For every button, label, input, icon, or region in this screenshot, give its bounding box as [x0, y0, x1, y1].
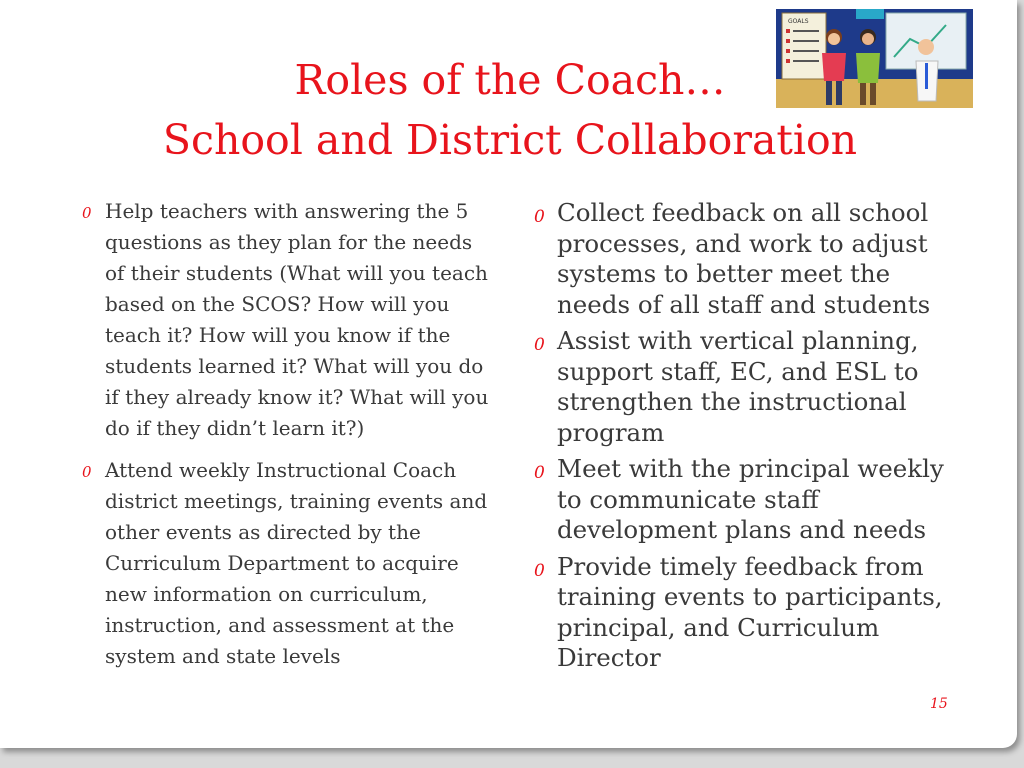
list-item — [82, 196, 497, 444]
list-item — [534, 454, 964, 546]
list-item — [534, 326, 964, 448]
meeting-illustration — [776, 9, 973, 108]
bullet-marker: 0 — [82, 204, 92, 222]
list-item — [82, 455, 497, 672]
slide-number: 15 — [930, 696, 948, 712]
list-item-text: Assist with vertical planning, support staff, EC, and ESL to strengthen the instructional program — [557, 326, 919, 447]
left-bullet-list — [82, 196, 497, 683]
title-line-2: School and District Collaboration — [162, 116, 858, 164]
bullet-marker: 0 — [534, 560, 545, 581]
list-item-text: Help teachers with answering the 5 questions as they plan for the needs of their students (What will you teach based on the SCOS? How will you teach it? How will you know if the students learned it? What will you do if they already know it? What will you do if they didn’t learn it?) — [105, 199, 489, 440]
board-goals-text: GOALS — [788, 18, 809, 25]
list-item — [534, 552, 964, 674]
list-item-text: Provide timely feedback from training events to participants, principal, and Curriculum Director — [557, 551, 943, 672]
title-line-1: Roles of the Coach… — [294, 56, 726, 104]
bullet-marker: 0 — [534, 207, 545, 227]
list-item-text: Attend weekly Instructional Coach district meetings, training events and other events as directed by the Curriculum Department to acquire new information on curriculum, instruction, and assessment at the system and state levels — [105, 458, 488, 668]
list-item — [534, 198, 964, 320]
bullet-marker: 0 — [534, 335, 545, 355]
list-item-text: Collect feedback on all school processes, and work to adjust systems to better meet the needs of all staff and students — [557, 198, 931, 319]
right-bullet-list — [534, 198, 964, 680]
bullet-marker: 0 — [534, 463, 545, 483]
list-item-text: Meet with the principal weekly to communicate staff development plans and needs — [557, 454, 944, 544]
bullet-marker: 0 — [82, 463, 92, 481]
